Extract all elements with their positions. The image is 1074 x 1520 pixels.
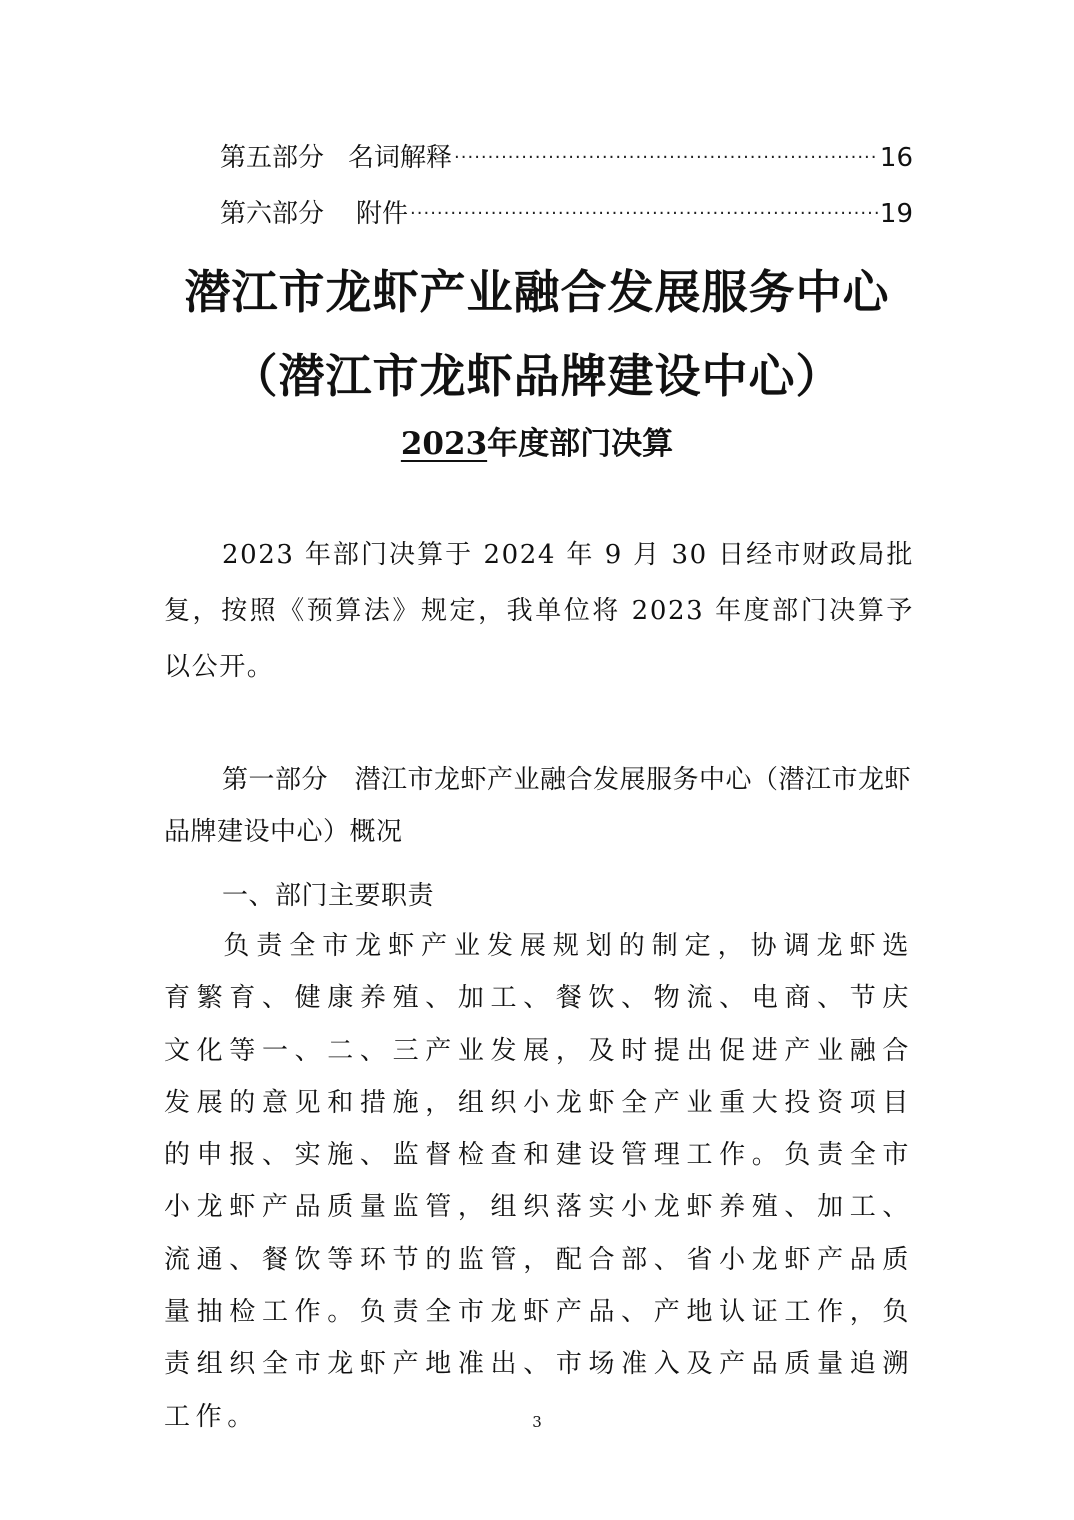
- section-heading-text: 一、部门主要职责: [222, 881, 435, 911]
- document-title-line-1: 潜江市龙虾产业融合发展服务中心: [184, 265, 890, 319]
- toc-page-number: 19: [879, 199, 913, 229]
- toc-entry-part-six: [220, 194, 913, 234]
- toc-entry-part-five: [220, 138, 913, 178]
- toc-title: 附件: [356, 199, 409, 229]
- toc-title: 名词解释: [348, 143, 453, 173]
- toc-part-label: 第五部分: [220, 143, 325, 173]
- intro-text: 2023 年部门决算于 2024 年 9 月 30 日经市财政局批复，按照《预算法》规定，我单位将 2023 年度部门决算予以公开。: [164, 540, 914, 682]
- part-one-heading-text: 第一部分 潜江市龙虾产业融合发展服务中心（潜江市龙虾品牌建设中心）概况: [164, 765, 912, 847]
- part-one-heading: [164, 754, 914, 858]
- subtitle-year: 2023: [400, 426, 488, 462]
- document-subtitle: [0, 418, 1074, 463]
- section-heading: [164, 870, 914, 922]
- toc-part-label: 第六部分: [220, 199, 325, 229]
- duties-paragraph: [164, 920, 914, 1443]
- toc-leader-dots: [454, 138, 878, 178]
- document-title-line-2: （潜江市龙虾品牌建设中心）: [231, 349, 843, 403]
- intro-paragraph: [164, 527, 914, 695]
- toc-leader-dots: [410, 194, 878, 234]
- page-number: 3: [532, 1413, 542, 1431]
- subtitle-text: 年度部门决算: [487, 426, 674, 462]
- duties-text: 负责全市龙虾产业发展规划的制定，协调龙虾选育繁育、健康养殖、加工、餐饮、物流、电商、节庆文化等一、二、三产业发展，及时提出促进产业融合发展的意见和措施，组织小龙虾全产业重大投资项目的申报、实施、监督检查和建设管理工作。负责全市小龙虾产品质量监管，组织落实小龙虾养殖、加工、流通、餐饮等环节的监管，配合部、省小龙虾产品质量抽检工作。负责全市龙虾产品、产地认证工作，负责组织全市龙虾产地准出、市场准入及产品质量追溯工作。: [164, 931, 914, 1432]
- toc-page-number: 16: [879, 143, 913, 173]
